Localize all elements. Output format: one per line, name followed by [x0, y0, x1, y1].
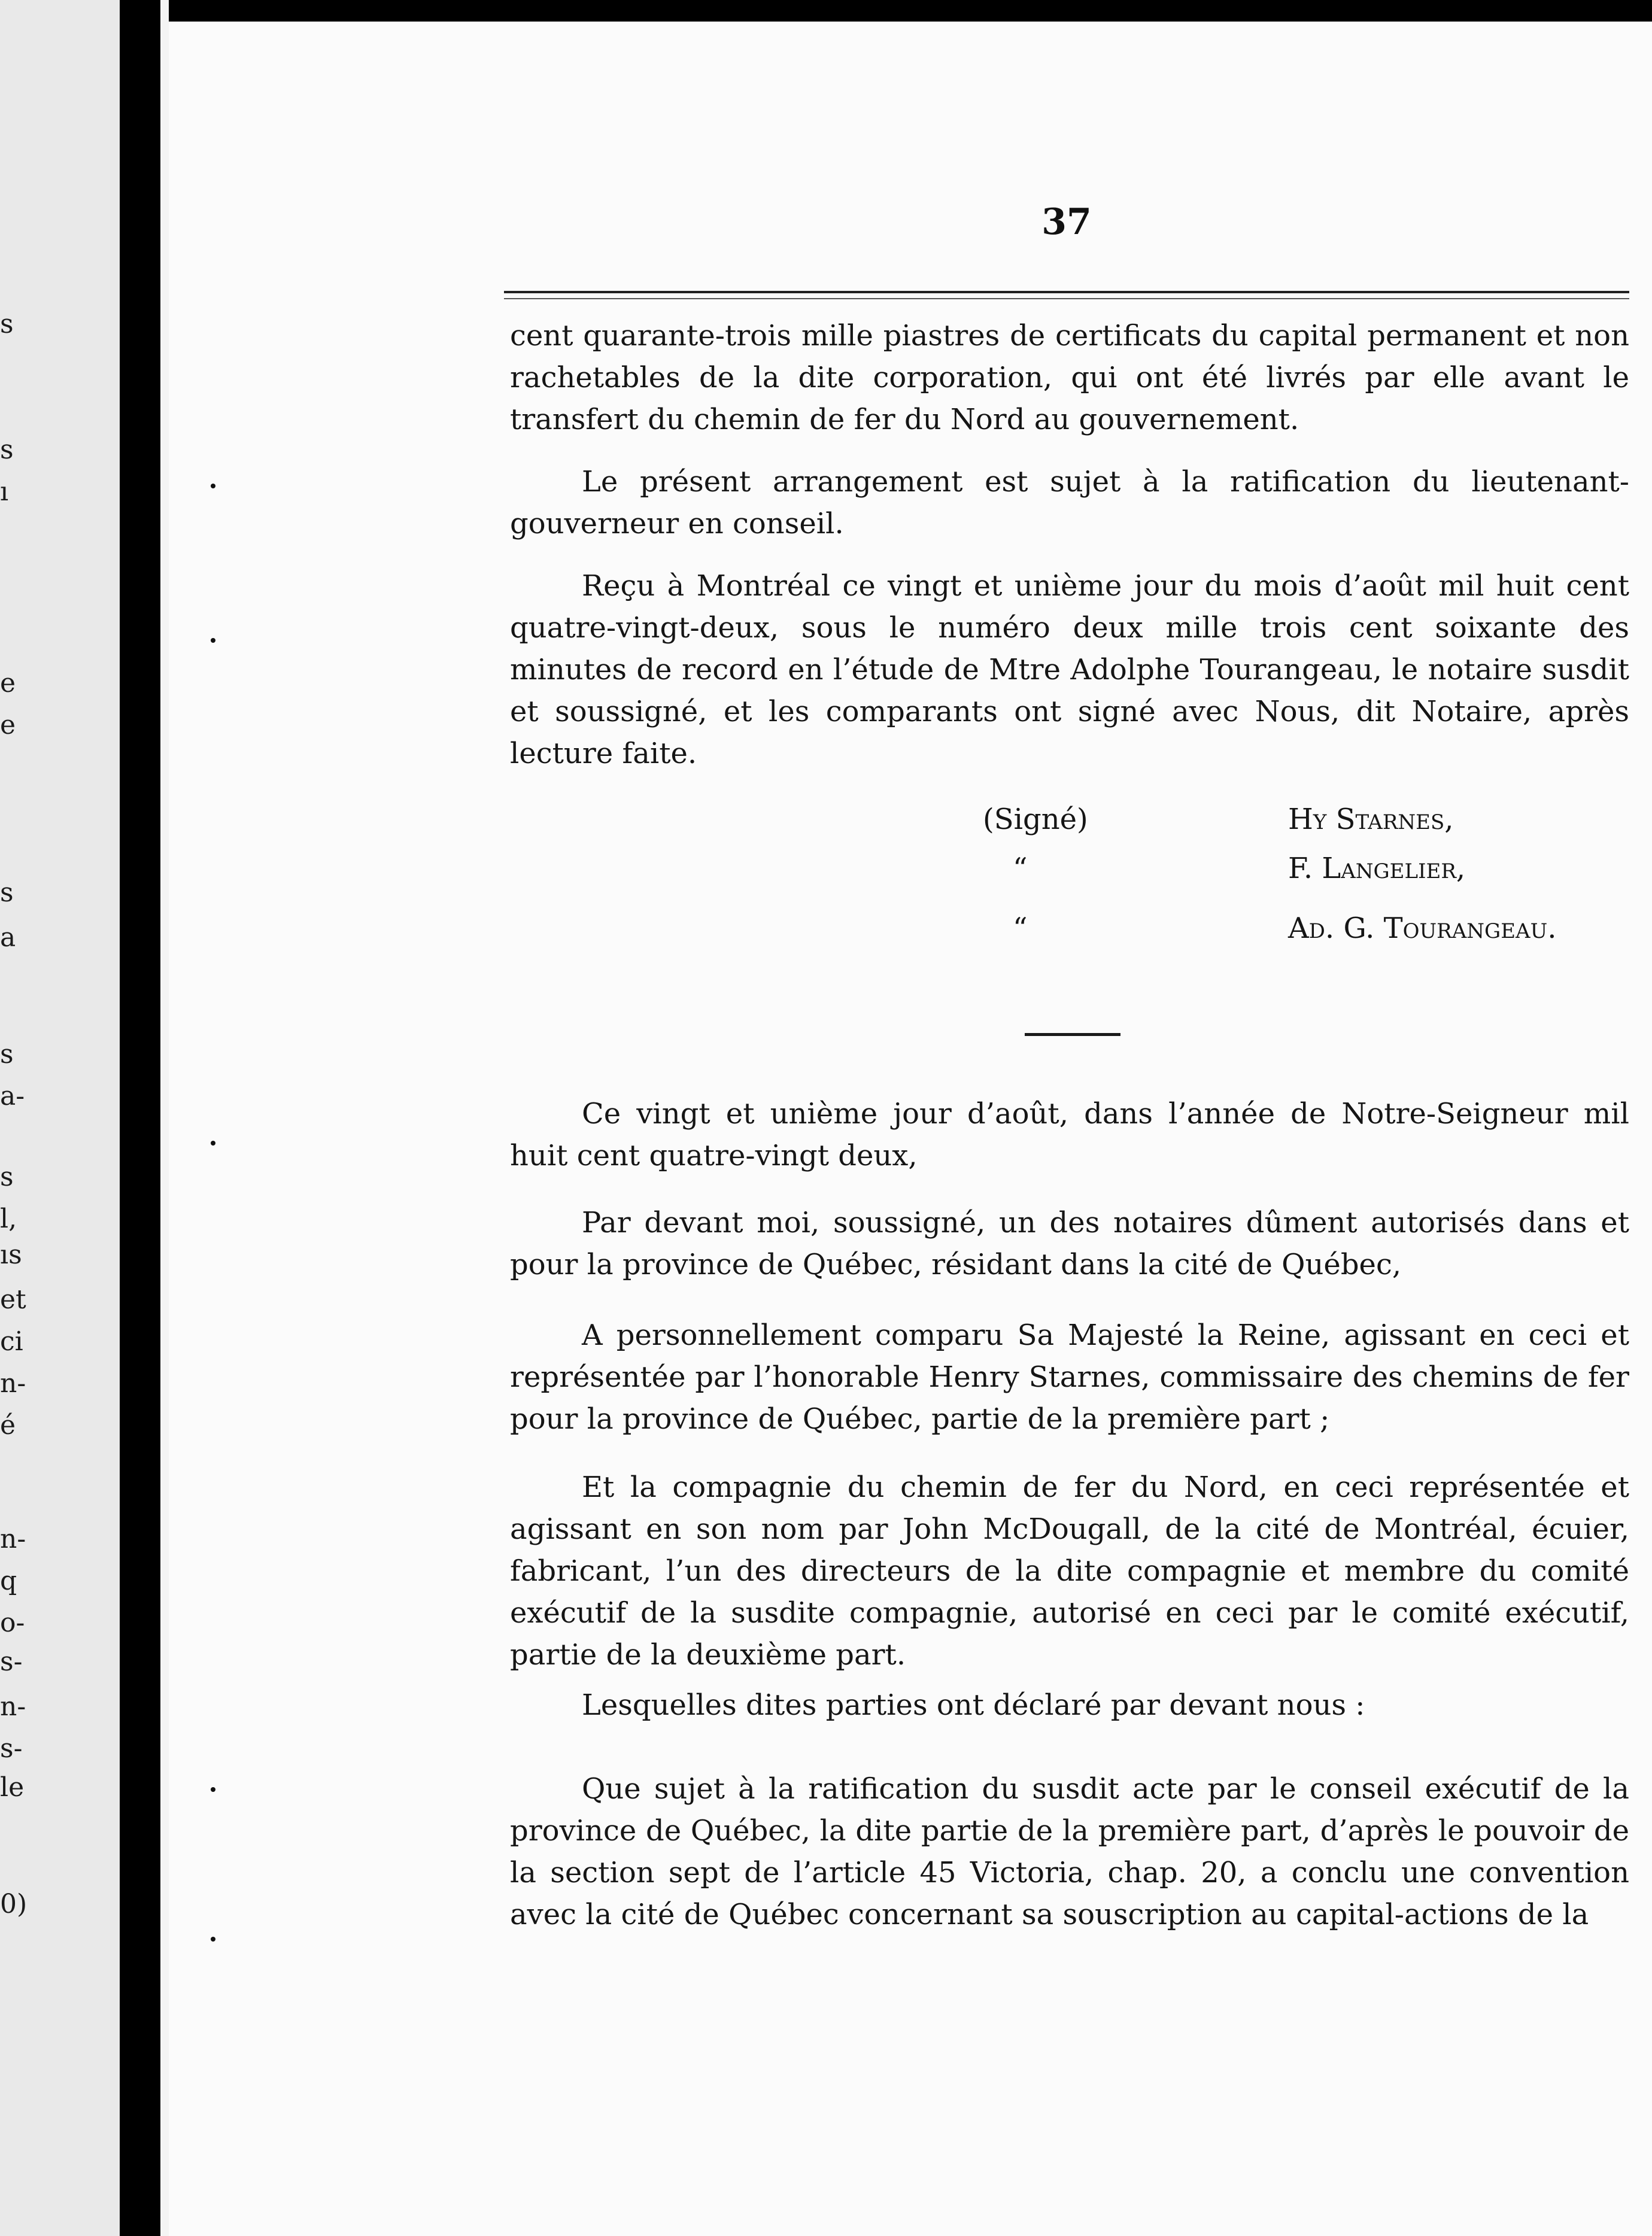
margin-fragment: s: [0, 309, 14, 339]
paragraph: Par devant moi, soussigné, un des notaires dûment autorisés dans et pour la province de Québec, résidant dans la cité de Québec,: [510, 1206, 1629, 1281]
margin-fragment: l,: [0, 1204, 17, 1234]
margin-dot: [211, 1787, 215, 1792]
signed-label: (Signé): [983, 803, 1088, 836]
frame-rule: [160, 0, 169, 2236]
section-divider: [1025, 1033, 1120, 1036]
paragraph: A personnellement comparu Sa Majesté la Reine, agissant en ceci et représentée par l’honorable Henry Starnes, commissaire des chemins de fer pour la province de Québec, partie de la première part ;: [510, 1318, 1629, 1436]
margin-fragment: e: [0, 710, 16, 740]
margin-fragment: a: [0, 922, 16, 953]
facing-page-edge: [0, 0, 120, 2236]
paragraph: Lesquelles dites parties ont déclaré par devant nous :: [582, 1688, 1365, 1722]
margin-fragment: o-: [0, 1608, 25, 1638]
margin-fragment: n-: [0, 1368, 26, 1399]
margin-fragment: s-: [0, 1733, 23, 1764]
margin-fragment: s: [0, 1162, 14, 1192]
margin-fragment: ıs: [0, 1239, 22, 1270]
margin-fragment: s-: [0, 1646, 23, 1677]
paragraph: Et la compagnie du chemin de fer du Nord, en ceci représentée et agissant en son nom par John McDougall, de la cité de Montréal, écuier, fabricant, l’un des directeurs de la dite compagnie et membre du comité exécutif de la susdite compagnie, autorisé en ceci par le comité exécutif, partie de la deuxième part.: [510, 1471, 1629, 1672]
margin-fragment: s: [0, 877, 14, 908]
margin-dot: [211, 1937, 215, 1942]
margin-fragment: n-: [0, 1691, 26, 1722]
paragraph: Que sujet à la ratification du susdit acte par le conseil exécutif de la province de Québec, la dite partie de la première part, d’après le pouvoir de la section sept de l’article 45 Victoria, chap. 20, a conclu une convention avec la cité de Québec concernant sa souscription au capital-actions de la: [510, 1772, 1629, 1931]
header-rule: [504, 291, 1629, 293]
margin-fragment: e: [0, 668, 16, 698]
margin-fragment: a-: [0, 1081, 25, 1111]
margin-fragment: s: [0, 435, 14, 465]
margin-fragment: 0): [0, 1889, 28, 1919]
ditto-mark: “: [1013, 912, 1028, 945]
signature-name: F. Langelier,: [1288, 852, 1466, 885]
margin-dot: [211, 1141, 215, 1146]
margin-fragment: s: [0, 1039, 14, 1070]
paragraph: cent quarante-trois mille piastres de certificats du capital permanent et non rachetables de la dite corporation, qui ont été livrés par elle avant le transfert du chemin de fer du Nord au gouvernement.: [510, 319, 1629, 436]
signature-name: Hy Starnes,: [1288, 803, 1454, 836]
margin-fragment: ci: [0, 1326, 23, 1357]
margin-dot: [211, 638, 215, 643]
page-number: 37: [1041, 201, 1092, 243]
margin-fragment: n-: [0, 1524, 26, 1554]
paragraph: Ce vingt et unième jour d’août, dans l’année de Notre-Seigneur mil huit cent quatre-vingt deux,: [510, 1097, 1629, 1172]
ditto-mark: “: [1013, 852, 1028, 885]
document-page: [169, 22, 1652, 2236]
margin-fragment: q: [0, 1566, 17, 1596]
margin-fragment: é: [0, 1410, 16, 1441]
paragraph: Reçu à Montréal ce vingt et unième jour du mois d’août mil huit cent quatre-vingt-deux, sous le numéro deux mille trois cent soixante des minutes de record en l’étude de Mtre Adolphe Tourangeau, le notaire susdit et soussigné, et les comparants ont signé avec Nous, dit Notaire, après lecture faite.: [510, 569, 1629, 770]
paragraph: Le présent arrangement est sujet à la ratification du lieutenant-gouverneur en conseil.: [510, 465, 1629, 540]
header-rule-thin: [504, 298, 1629, 299]
margin-dot: [211, 484, 215, 488]
signature-name: Ad. G. Tourangeau.: [1288, 912, 1557, 945]
margin-fragment: ı: [0, 476, 9, 507]
margin-fragment: et: [0, 1284, 26, 1315]
margin-fragment: le: [0, 1772, 25, 1803]
